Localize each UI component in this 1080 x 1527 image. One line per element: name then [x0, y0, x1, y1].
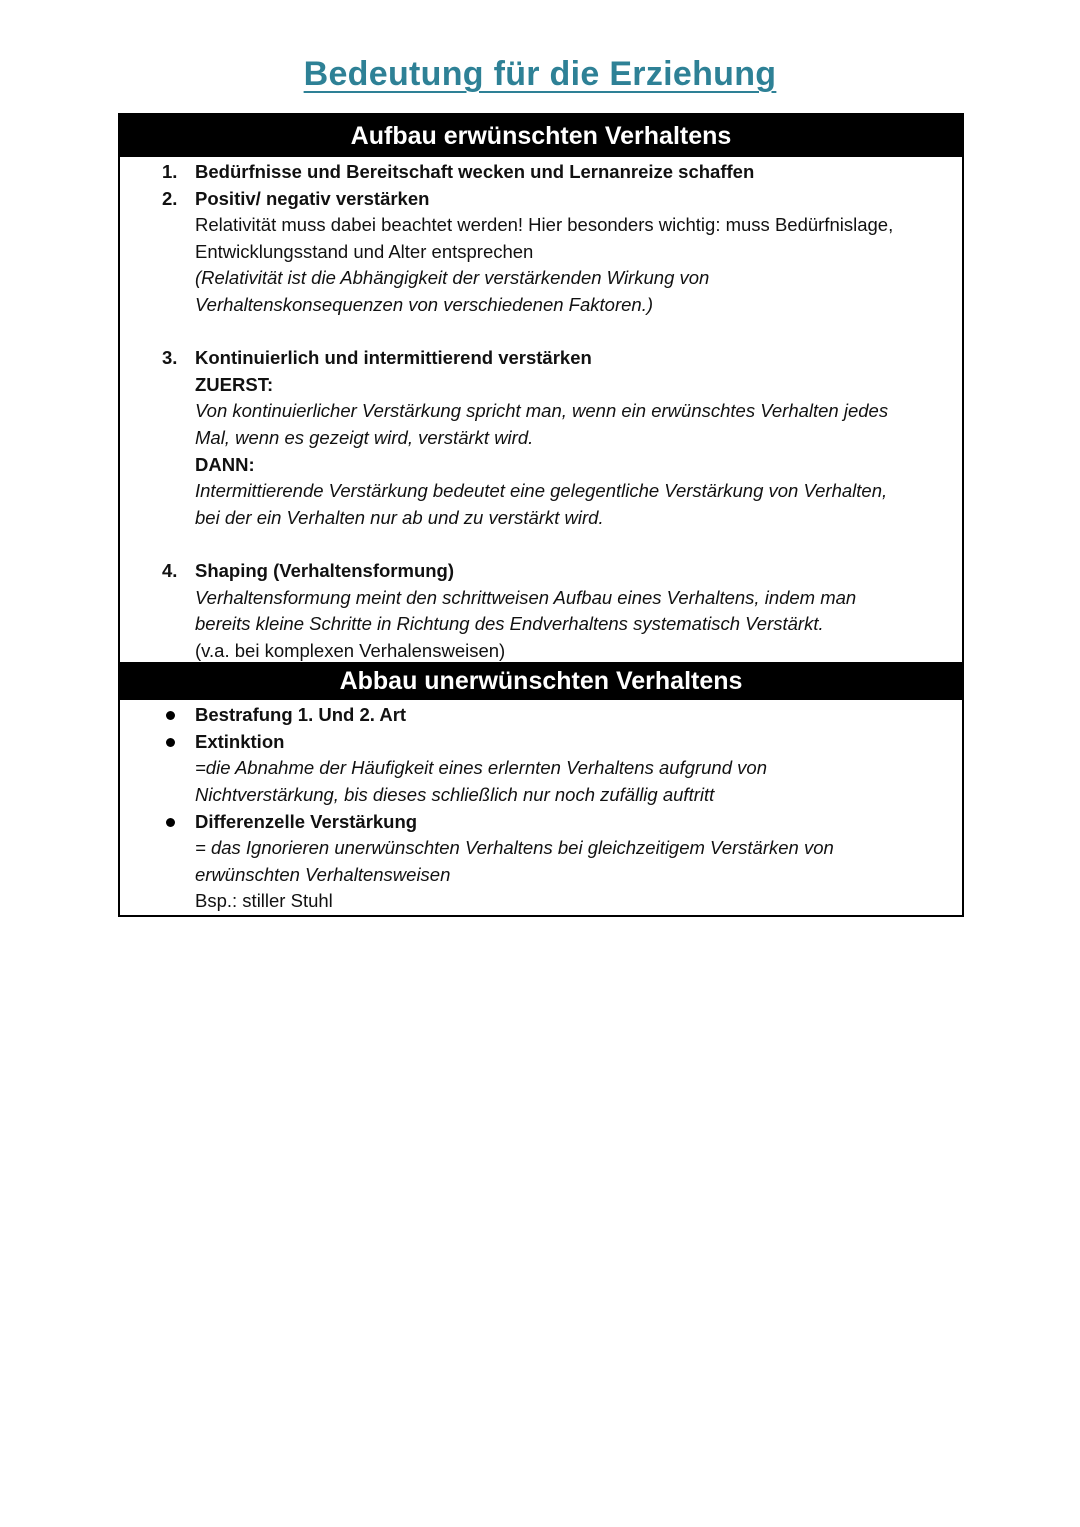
item-label: Extinktion: [195, 730, 285, 752]
bullet-icon: [166, 711, 175, 720]
spacer: [120, 319, 962, 346]
bullet-item-2: [120, 729, 962, 809]
item-definition: Mal, wenn es gezeigt wird, verstärkt wird.: [195, 426, 534, 448]
item-definition: Verhaltensformung meint den schrittweisen Aufbau eines Verhaltens, indem man: [195, 586, 857, 608]
bullet-icon: [166, 818, 175, 827]
content-table: [118, 113, 964, 917]
item-definition: Von kontinuierlicher Verstärkung spricht man, wenn ein erwünschtes Verhalten jedes: [195, 400, 889, 422]
item-definition: = das Ignorieren unerwünschten Verhaltens bei gleichzeitigem Verstärken von: [195, 837, 834, 859]
list-number: 4.: [162, 559, 178, 581]
item-label: Kontinuierlich und intermittierend verstärken: [195, 347, 592, 369]
page-title-text: Bedeutung für die Erziehung: [303, 55, 777, 93]
sub-label-first: ZUERST:: [195, 373, 274, 395]
item-label: Shaping (Verhaltensformung): [195, 559, 455, 581]
item-label: Positiv/ negativ verstärken: [195, 187, 430, 209]
list-item-3: [120, 345, 962, 531]
page-title: [0, 52, 1080, 96]
item-example: Bsp.: stiller Stuhl: [195, 890, 333, 912]
item-definition: =die Abnahme der Häufigkeit eines erlernten Verhaltens aufgrund von: [195, 757, 767, 779]
item-definition: erwünschten Verhaltensweisen: [195, 863, 451, 885]
item-note: (v.a. bei komplexen Verhalensweisen): [195, 639, 506, 661]
item-definition: Nichtverstärkung, bis dieses schließlich nur noch zufällig auftritt: [195, 784, 715, 806]
list-item-4: [120, 558, 962, 664]
item-text: Entwicklungsstand und Alter entsprechen: [195, 240, 534, 262]
section-heading-aufbau: Aufbau erwünschten Verhaltens: [120, 115, 962, 157]
section-heading-abbau: Abbau unerwünschten Verhaltens: [120, 662, 962, 700]
spacer: [120, 531, 962, 558]
list-number: 3.: [162, 347, 178, 369]
item-definition: bereits kleine Schritte in Richtung des Endverhaltens systematisch Verstärkt.: [195, 613, 824, 635]
item-definition: bei der ein Verhalten nur ab und zu verstärkt wird.: [195, 506, 604, 528]
section-body-abbau: [120, 700, 962, 915]
item-definition: (Relativität ist die Abhängigkeit der verstärkenden Wirkung von: [195, 267, 710, 289]
list-number: 2.: [162, 187, 178, 209]
item-label: Differenzelle Verstärkung: [195, 810, 418, 832]
list-item-2: [120, 186, 962, 319]
item-text: Relativität muss dabei beachtet werden! Hier besonders wichtig: muss Bedürfnislage,: [195, 214, 894, 236]
item-definition: Intermittierende Verstärkung bedeutet eine gelegentliche Verstärkung von Verhalten,: [195, 480, 888, 502]
list-item-1: [120, 159, 962, 186]
item-label: Bedürfnisse und Bereitschaft wecken und Lernanreize schaffen: [195, 161, 755, 182]
item-definition: Verhaltenskonsequenzen von verschiedenen Faktoren.): [195, 293, 653, 315]
sub-label-then: DANN:: [195, 453, 255, 475]
list-number: 1.: [162, 161, 178, 182]
bullet-item-1: [120, 702, 962, 729]
bullet-icon: [166, 738, 175, 747]
section-body-aufbau: [120, 157, 962, 664]
item-label: Bestrafung 1. Und 2. Art: [195, 704, 407, 726]
bullet-item-3: [120, 809, 962, 915]
